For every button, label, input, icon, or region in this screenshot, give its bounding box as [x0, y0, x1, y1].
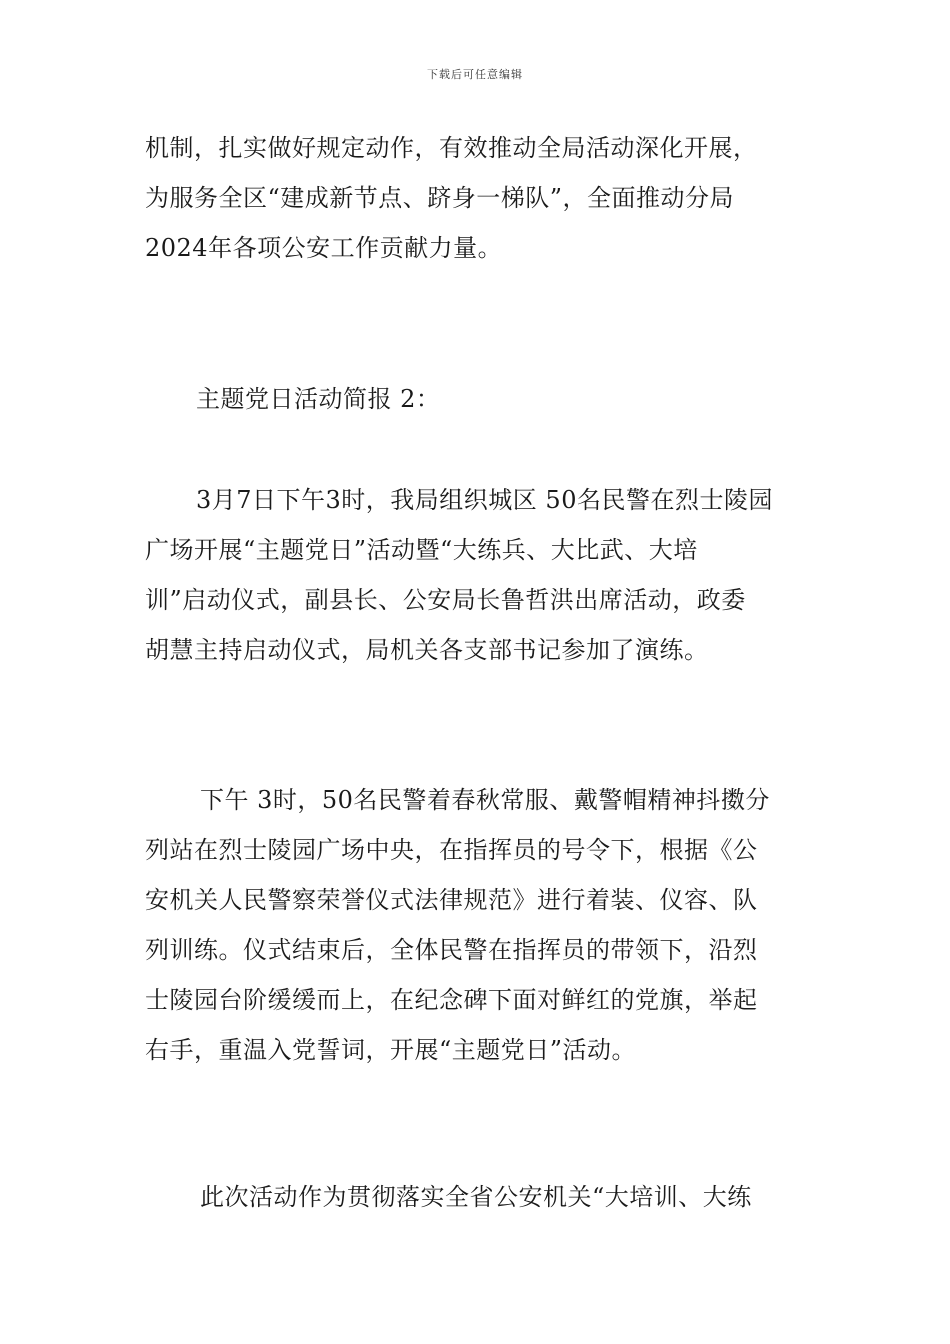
paragraph-line: 胡慧主持启动仪式，局机关各支部书记参加了演练。	[145, 636, 709, 664]
paragraph-line: 机制，扎实做好规定动作，有效推动全局活动深化开展，	[145, 134, 758, 162]
paragraph-line: 列训练。仪式结束后，全体民警在指挥员的带领下，沿烈	[145, 936, 758, 964]
paragraph-line: 士陵园台阶缓缓而上，在纪念碑下面对鲜红的党旗，举起	[145, 986, 758, 1014]
paragraph-line: 2024年各项公安工作贡献力量。	[145, 234, 503, 262]
paragraph-line: 广场开展“主题党日”活动暨“大练兵、大比武、大培	[145, 536, 698, 564]
paragraph-line: 下午 3时，50名民警着春秋常服、戴警帽精神抖擞分	[200, 786, 770, 814]
paragraph-line: 训”启动仪式，副县长、公安局长鲁哲洪出席活动，政委	[145, 586, 746, 614]
page-header-note: 下载后可任意编辑	[427, 68, 523, 81]
paragraph-line: 此次活动作为贯彻落实全省公安机关“大培训、大练	[200, 1183, 752, 1211]
paragraph-line: 为服务全区“建成新节点、跻身一梯队”，全面推动分局	[145, 184, 735, 212]
section-heading: 主题党日活动简报 2：	[196, 385, 441, 413]
paragraph-line: 右手，重温入党誓词，开展“主题党日”活动。	[145, 1036, 637, 1064]
paragraph-line: 安机关人民警察荣誉仪式法律规范》进行着装、仪容、队	[145, 886, 758, 914]
paragraph-line: 列站在烈士陵园广场中央，在指挥员的号令下，根据《公	[145, 836, 758, 864]
paragraph-line: 3月7日下午3时，我局组织城区 50名民警在烈士陵园	[196, 486, 773, 514]
